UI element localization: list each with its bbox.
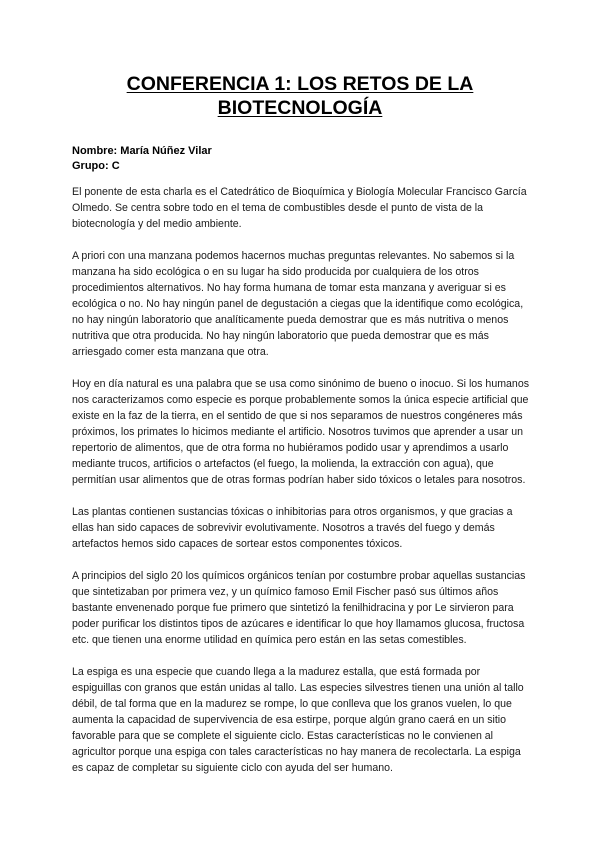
group-label: Grupo: C — [72, 160, 120, 172]
paragraph: Las plantas contienen sustancias tóxicas o inhibitorias para otros organismos, y que gracias a ellas han sido capaces de sobrevivir evolutivamente. Nosotros a través del fuego y demás artefactos hemos sido capaces de sortear estos componentes tóxicos. — [72, 506, 513, 550]
document-title: CONFERENCIA 1: LOS RETOS DE LA BIOTECNOLOGÍA — [126, 73, 474, 119]
document-body — [72, 184, 530, 792]
paragraph: A priori con una manzana podemos hacernos muchas preguntas relevantes. No sabemos si la manzana ha sido ecológica o en su lugar ha sido producida por cualquiera de los otros procedimientos alternativos. No hay forma humana de tomar esta manzana y averiguar si es ecológica o no. No hay ningún panel de degustación a ciegas que la identifique como ecológica, no hay ningún laboratorio que analíticamente pueda demostrar que es más nutritiva o menos nutritiva que otra producida. No hay ningún laboratorio que pueda demostrar que es más arriesgado comer esta manzana que otra. — [72, 250, 524, 358]
paragraph: El ponente de esta charla es el Catedrático de Bioquímica y Biología Molecular Francisco García Olmedo. Se centra sobre todo en el tema de combustibles desde el punto de vista de la biotecnología y del medio ambiente. — [72, 186, 527, 230]
author-name: Nombre: María Núñez Vilar — [72, 145, 212, 157]
paragraph: Hoy en día natural es una palabra que se usa como sinónimo de bueno o inocuo. Si los humanos nos caracterizamos como especie es porque probablemente somos la única especie artificial que existe en la faz de la tierra, en el sentido de que si nos separamos de nuestros congéneres más próximos, los primates lo hicimos mediante el artificio. Nosotros tuvimos que aprender a usar un repertorio de alimentos, que de otra forma no hubiéramos podido usar y aprendimos a usarlo mediante trucos, artificios o artefactos (el fuego, la molienda, la extracción con agua), que permitían usar alimentos que de otras formas podrían haber sido tóxicos o letales para nosotros. — [72, 378, 530, 486]
author-block — [72, 144, 528, 174]
paragraph: La espiga es una especie que cuando llega a la madurez estalla, que está formada por espiguillas con granos que están unidas al tallo. Las especies silvestres tienen una unión al tallo débil, de tal forma que en la madurez se rompe, lo que conlleva que los granos vuelen, lo que aumenta la capacidad de supervivencia de esa estirpe, porque algún grano caerá en un sitio favorable para que se complete el siguiente ciclo. Estas características no le convienen al agricultor porque una espiga con tales características no hay manera de recolectarla. La espiga es capaz de completar su siguiente ciclo con ayuda del ser humano. — [72, 666, 524, 774]
paragraph: A principios del siglo 20 los químicos orgánicos tenían por costumbre probar aquellas sustancias que sintetizaban por primera vez, y un químico famoso Emil Fischer pasó sus últimos años bastante envenenado porque fue primero que sintetizó la fenilhidracina y por Le sirvieron para poder purificar los distintos tipos de azúcares e identificar lo que hoy llamamos glucosa, fructosa etc. que tienen una enorme utilidad en química pero están en las setas comestibles. — [72, 570, 526, 646]
